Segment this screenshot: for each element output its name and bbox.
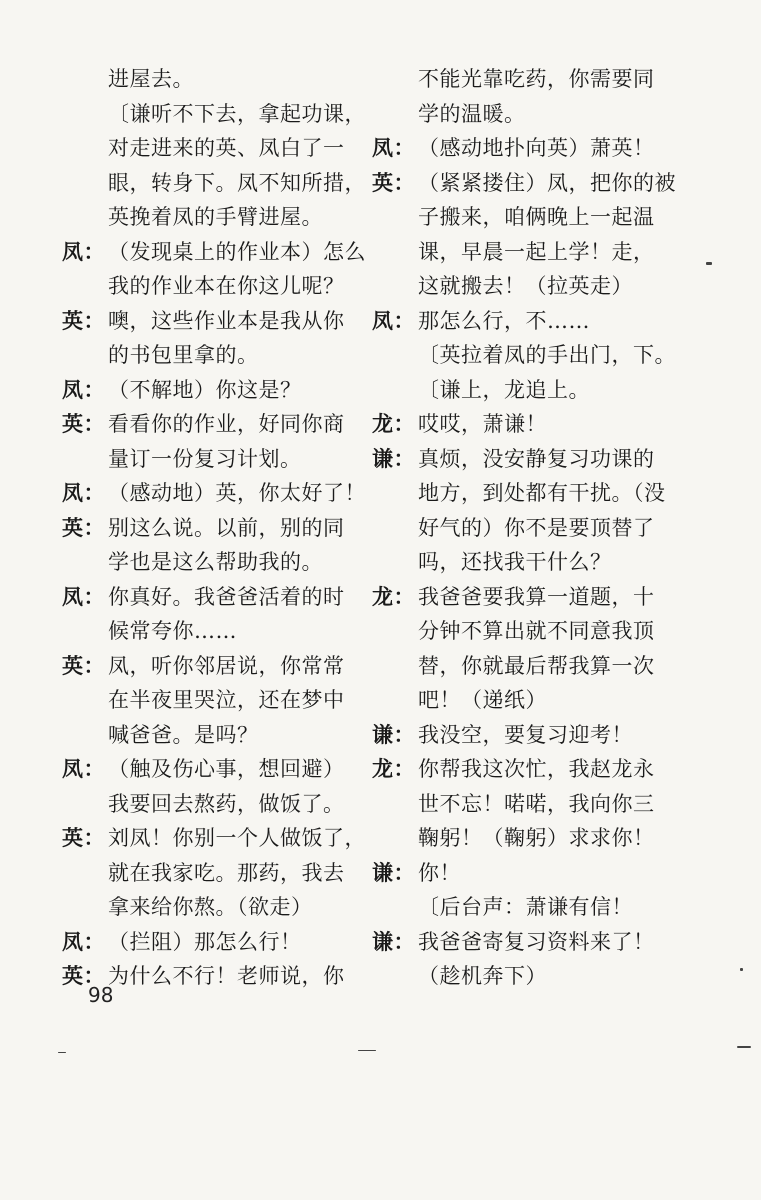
dialogue-line (372, 856, 672, 891)
line-text: 好气的）你不是要顶替了 (418, 515, 655, 540)
line-text: 〔英拉着凤的手出门，下。 (418, 343, 676, 367)
line-text: 这就搬去！（拉英走） (418, 274, 633, 298)
speaker-label: 谦： (372, 445, 415, 471)
scan-speck (706, 262, 712, 265)
dialogue-line (62, 131, 362, 166)
speaker-label: 谦： (372, 928, 415, 954)
dialogue-line (372, 959, 672, 994)
line-text: 在半夜里哭泣，还在梦中 (108, 688, 345, 712)
speaker-label: 英： (62, 825, 105, 850)
line-text: 哎哎，萧谦！ (418, 412, 547, 436)
speaker-label: 凤： (62, 238, 105, 264)
line-text: 吧！（递纸） (418, 688, 547, 712)
dialogue-line (62, 235, 366, 270)
dialogue-line (372, 580, 672, 615)
dialogue-line (372, 373, 672, 408)
dialogue-line (62, 407, 362, 442)
line-text: 地方，到处都有干扰。（没 (418, 481, 666, 505)
speaker-label: 英： (62, 411, 105, 436)
line-text: （不解地）你这是？ (108, 377, 302, 402)
scan-speck (358, 1050, 376, 1051)
line-text: 我的作业本在你这儿呢？ (108, 274, 345, 298)
line-text: 〔谦上，龙追上。 (418, 377, 590, 402)
dialogue-line (372, 269, 672, 304)
dialogue-line (372, 304, 672, 339)
line-text: 我爸爸要我算一道题，十 (418, 584, 655, 609)
speaker-label: 英： (62, 963, 105, 988)
dialogue-line (62, 925, 362, 960)
line-text: 分钟不算出就不同意我顶 (418, 619, 655, 643)
dialogue-line (372, 821, 672, 856)
dialogue-line (62, 856, 362, 891)
dialogue-line (62, 890, 362, 925)
scan-speck (737, 1046, 751, 1048)
line-text: 我没空，要复习迎考！ (418, 722, 633, 747)
left-text-column (62, 62, 366, 994)
dialogue-line (62, 338, 362, 373)
dialogue-line (372, 166, 676, 201)
dialogue-line (62, 62, 362, 97)
dialogue-line (62, 304, 362, 339)
speaker-label: 英： (62, 652, 105, 678)
dialogue-line (62, 200, 362, 235)
line-text: 噢，这些作业本是我从你 (108, 308, 345, 333)
dialogue-line (372, 200, 672, 235)
line-text: 量订一份复习计划。 (108, 446, 302, 471)
dialogue-line (62, 580, 362, 615)
dialogue-line (62, 821, 366, 856)
dialogue-line (372, 97, 672, 132)
line-text: （感动地）英，你太好了！ (108, 481, 366, 505)
dialogue-line (62, 649, 362, 684)
page-number: 98 (88, 983, 114, 1007)
speaker-label: 谦： (372, 721, 415, 747)
dialogue-line (62, 683, 362, 718)
dialogue-line (62, 476, 366, 511)
line-text: 你真好。我爸爸活着的时 (108, 584, 345, 609)
dialogue-line (372, 407, 672, 442)
speaker-label: 凤： (62, 928, 105, 954)
dialogue-line (372, 683, 672, 718)
speaker-label: 英： (372, 169, 415, 195)
dialogue-line (62, 97, 366, 132)
dialogue-line (62, 752, 362, 787)
dialogue-line (62, 614, 362, 649)
line-text: 〔后台声：萧谦有信！ (418, 895, 633, 919)
dialogue-line (62, 373, 362, 408)
line-text: 凤，听你邻居说，你常常 (108, 653, 345, 678)
dialogue-line (62, 718, 362, 753)
speaker-label: 凤： (62, 756, 105, 781)
dialogue-line (62, 545, 362, 580)
line-text: 学的温暖。 (418, 101, 526, 126)
speaker-label: 凤： (62, 376, 105, 402)
dialogue-line (372, 476, 672, 511)
dialogue-line (372, 338, 676, 373)
right-text-column (372, 62, 676, 994)
dialogue-line (372, 235, 672, 270)
line-text: （趁机奔下） (418, 964, 547, 988)
dialogue-line (62, 442, 362, 477)
line-text: 喊爸爸。是吗？ (108, 722, 259, 747)
dialogue-line (372, 511, 672, 546)
line-text: 不能光靠吃药，你需要同 (418, 67, 655, 91)
line-text: 刘凤！你别一个人做饭了， (108, 826, 366, 850)
dialogue-line (372, 545, 672, 580)
dialogue-line (372, 614, 672, 649)
speaker-label: 龙： (372, 583, 415, 609)
dialogue-line (62, 269, 362, 304)
speaker-label: 凤： (372, 135, 415, 160)
line-text: 世不忘！喏喏，我向你三 (418, 791, 655, 816)
line-text: （感动地扑向英）萧英！ (418, 136, 655, 160)
line-text: 进屋去。 (108, 67, 194, 91)
line-text: （发现桌上的作业本）怎么 (108, 239, 366, 264)
line-text: 学也是这么帮助我的。 (108, 550, 323, 574)
dialogue-line (62, 511, 362, 546)
line-text: 真烦，没安静复习功课的 (418, 446, 655, 471)
line-text: 对走进来的英、凤白了一 (108, 136, 345, 160)
line-text: 子搬来，咱俩晚上一起温 (418, 205, 655, 229)
dialogue-line (372, 925, 672, 960)
scan-speck (740, 968, 743, 971)
dialogue-line (372, 752, 672, 787)
line-text: 鞠躬！（鞠躬）求求你！ (418, 826, 655, 850)
dialogue-line (372, 718, 672, 753)
line-text: 我要回去熬药，做饭了。 (108, 791, 345, 816)
line-text: 候常夸你…… (108, 619, 237, 643)
dialogue-line (372, 131, 672, 166)
line-text: 英挽着凤的手臂进屋。 (108, 205, 323, 229)
line-text: （拦阻）那怎么行！ (108, 929, 302, 954)
line-text: （触及伤心事，想回避） (108, 757, 345, 781)
line-text: 替，你就最后帮我算一次 (418, 653, 655, 678)
line-text: 为什么不行！老师说，你 (108, 964, 345, 988)
speaker-label: 凤： (62, 480, 105, 505)
line-text: 的书包里拿的。 (108, 343, 259, 367)
dialogue-line (372, 649, 672, 684)
line-text: 看看你的作业，好同你商 (108, 412, 345, 436)
line-text: 那怎么行，不…… (418, 308, 590, 333)
dialogue-line (372, 442, 672, 477)
dialogue-line (372, 890, 672, 925)
dialogue-line (62, 166, 366, 201)
line-text: 眼，转身下。凤不知所措， (108, 170, 366, 195)
line-text: 我爸爸寄复习资料来了！ (418, 929, 655, 954)
dialogue-line (62, 787, 362, 822)
line-text: 你帮我这次忙，我赵龙永 (418, 757, 655, 781)
line-text: 课，早晨一起上学！走， (418, 239, 655, 264)
line-text: 别这么说。以前，别的同 (108, 515, 345, 540)
speaker-label: 龙： (372, 756, 415, 781)
speaker-label: 英： (62, 514, 105, 540)
line-text: 〔谦听不下去，拿起功课， (108, 101, 366, 126)
line-text: （紧紧搂住）凤，把你的被 (418, 170, 676, 195)
speaker-label: 谦： (372, 859, 415, 885)
speaker-label: 英： (62, 307, 105, 333)
speaker-label: 凤： (62, 583, 105, 609)
line-text: 吗，还找我干什么？ (418, 550, 612, 574)
line-text: 就在我家吃。那药，我去 (108, 860, 345, 885)
scan-speck (58, 1052, 66, 1053)
line-text: 拿来给你熬。（欲走） (108, 895, 313, 919)
dialogue-line (372, 62, 672, 97)
dialogue-line (372, 787, 672, 822)
line-text: 你！ (418, 860, 461, 885)
speaker-label: 凤： (372, 307, 415, 333)
speaker-label: 龙： (372, 411, 415, 436)
